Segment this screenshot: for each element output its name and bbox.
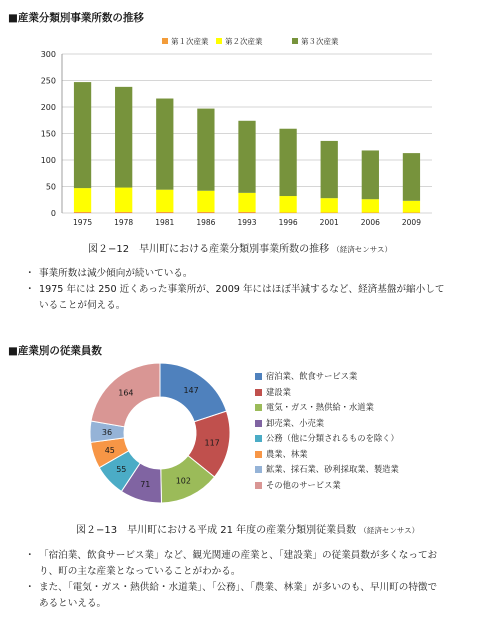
donut-legend xyxy=(255,369,399,493)
bar xyxy=(74,212,91,213)
list-item xyxy=(25,580,443,612)
legend-label: 宿泊業、飲食サービス業 xyxy=(266,371,358,381)
bar xyxy=(279,212,296,213)
legend-item xyxy=(255,462,399,478)
bar xyxy=(321,212,338,213)
section1-heading: ■産業分類別事業所数の推移 xyxy=(8,12,144,24)
legend-swatch xyxy=(255,466,262,473)
bar xyxy=(321,141,338,198)
bar xyxy=(74,188,91,212)
x-tick-label: 1975 xyxy=(73,218,93,227)
x-tick-label: 2009 xyxy=(401,218,421,227)
legend-label: 第１次産業 xyxy=(171,37,209,46)
legend-item xyxy=(255,447,399,463)
legend-swatch xyxy=(255,451,262,458)
bar xyxy=(238,212,255,213)
bar xyxy=(238,193,255,212)
bar xyxy=(403,201,420,213)
y-tick-label: 300 xyxy=(40,50,56,59)
bar xyxy=(403,153,420,201)
legend-label: 公務（他に分類されるものを除く） xyxy=(266,433,399,443)
x-tick-label: 1981 xyxy=(155,218,175,227)
bar xyxy=(156,190,173,212)
legend-item xyxy=(255,369,399,385)
bullet-text: 「宿泊業、飲食サービス業」など、観光関連の産業と、「建設業」の従業員数が多くなっており、町の主な産業となっていることがわかる。 xyxy=(39,550,438,577)
slice-label: 55 xyxy=(116,465,127,475)
bullet-list-1 xyxy=(25,266,445,314)
legend-swatch xyxy=(255,373,262,380)
x-tick-label: 1978 xyxy=(114,218,134,227)
bullet-mark: ・ xyxy=(25,550,35,561)
bar xyxy=(115,188,132,212)
legend-swatch xyxy=(255,404,262,411)
legend-swatch xyxy=(292,38,298,44)
bar xyxy=(362,199,379,212)
bullet-mark: ・ xyxy=(25,268,35,279)
legend-label: 卸売業、小売業 xyxy=(266,417,325,428)
y-tick-label: 50 xyxy=(45,182,56,192)
slice-label: 164 xyxy=(118,388,134,398)
legend-label: 第２次産業 xyxy=(225,37,263,46)
list-item xyxy=(25,548,443,580)
x-tick-label: 1993 xyxy=(237,218,257,227)
legend-item xyxy=(255,385,399,401)
slice-label: 36 xyxy=(101,427,113,437)
bar xyxy=(279,129,296,196)
bullet-mark: ・ xyxy=(25,284,35,295)
bullet-text: 事業所数は減少傾向が続いている。 xyxy=(39,268,193,279)
legend-label: 鉱業、採石業、砂利採取業、製造業 xyxy=(266,464,399,474)
legend-label: 農業、林業 xyxy=(266,448,308,459)
slice-label: 102 xyxy=(175,476,191,486)
legend-label: 第３次産業 xyxy=(301,37,339,46)
legend-swatch xyxy=(255,435,262,442)
figure-2-12-caption xyxy=(88,240,392,255)
x-tick-label: 1996 xyxy=(278,218,298,227)
list-item xyxy=(25,282,445,314)
x-tick-label: 2001 xyxy=(319,218,339,227)
caption-source: （経済センサス） xyxy=(332,245,392,254)
bar xyxy=(279,196,296,212)
legend-swatch xyxy=(162,38,168,44)
bar xyxy=(156,99,173,190)
slice-label: 45 xyxy=(104,445,115,455)
caption-main: 図２−13 早川町における平成 21 年度の産業分類別従業員数 xyxy=(76,525,357,536)
bar xyxy=(115,87,132,188)
legend-item xyxy=(255,416,399,432)
y-tick-label: 150 xyxy=(40,129,56,139)
legend-item xyxy=(255,478,399,494)
donut-chart xyxy=(80,363,240,513)
bar xyxy=(197,191,214,212)
legend-swatch xyxy=(255,420,262,427)
bar xyxy=(74,82,91,188)
legend-swatch xyxy=(216,38,222,44)
slice-label: 147 xyxy=(183,386,199,396)
legend-item xyxy=(255,400,399,416)
slice-label: 71 xyxy=(140,479,151,489)
slice-label: 117 xyxy=(204,438,220,448)
bar xyxy=(115,212,132,213)
bar xyxy=(362,150,379,199)
bar xyxy=(403,212,420,213)
y-tick-label: 250 xyxy=(40,76,56,86)
bar-chart xyxy=(0,30,480,230)
legend-swatch xyxy=(255,482,262,489)
x-tick-label: 1986 xyxy=(196,218,216,227)
bullet-text: 1975 年には 250 近くあった事業所が、2009 年にはほぼ半減するなど、経済基盤が縮小していることが伺える。 xyxy=(39,284,445,311)
list-item xyxy=(25,266,445,282)
y-tick-label: 0 xyxy=(50,209,56,218)
figure-2-13-caption xyxy=(76,521,419,536)
bar xyxy=(156,212,173,213)
bullet-text: また、「電気・ガス・熱供給・水道業」、「公務」、「農業、林業」が多いのも、早川町の特徴であるといえる。 xyxy=(39,582,438,609)
bar xyxy=(362,212,379,213)
y-tick-label: 200 xyxy=(40,103,56,112)
y-tick-label: 100 xyxy=(40,156,56,165)
bullet-list-2 xyxy=(25,548,443,612)
section2-heading: ■産業別の従業員数 xyxy=(8,345,102,357)
legend-label: 建設業 xyxy=(266,386,291,397)
caption-main: 図２−12 早川町における産業分類別事業所数の推移 xyxy=(88,244,330,255)
bullet-mark: ・ xyxy=(25,582,35,593)
bar xyxy=(238,121,255,193)
legend-swatch xyxy=(255,389,262,396)
x-tick-label: 2006 xyxy=(360,218,380,227)
caption-source: （経済センサス） xyxy=(359,526,420,535)
bar xyxy=(321,198,338,212)
bar xyxy=(197,212,214,213)
legend-item xyxy=(255,431,399,447)
bar xyxy=(197,109,214,191)
legend-label: 電気・ガス・熱供給・水道業 xyxy=(266,402,374,412)
legend-label: その他のサービス業 xyxy=(266,479,341,490)
